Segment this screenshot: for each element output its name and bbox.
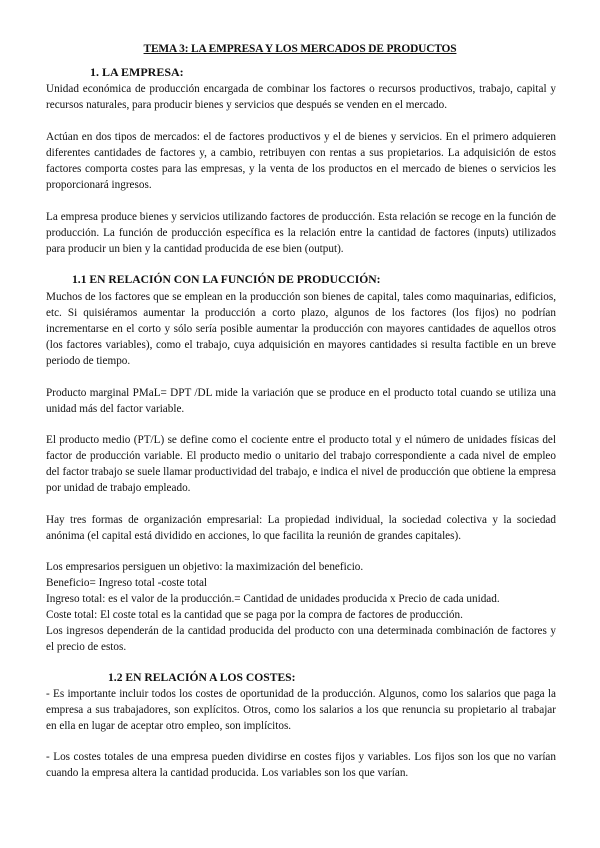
line-ingreso-total: Ingreso total: es el valor de la producción.= Cantidad de unidades producida x Precio de cada unidad. [46, 593, 500, 605]
paragraph-costes-fijos-variables: - Los costes totales de una empresa pueden dividirse en costes fijos y variables. Los fijos son los que no varían cuando la empresa altera la cantidad producida. Los variables son los que varían. [46, 751, 556, 779]
paragraph-funcion-produccion: La empresa produce bienes y servicios utilizando factores de producción. Esta relación se recoge en la función de producción. La función de producción específica es la relación entre la cantidad de factores (inputs) utilizados para producir un bien y la cantidad producida de ese bien (output). [46, 211, 556, 255]
page-title: TEMA 3: LA EMPRESA Y LOS MERCADOS DE PRODUCTOS [143, 43, 457, 55]
line-objetivo-empresarios: Los empresarios persiguen un objetivo: la maximización del beneficio. [46, 561, 364, 573]
paragraph-costes-oportunidad: - Es importante incluir todos los costes de oportunidad de la producción. Algunos, como los salarios que paga la empresa a sus trabajadores, son explícitos. Otros, como los salarios a los que renuncia su propietario al trabajar en ella en lugar de aceptar otro empleo, son implícitos. [46, 688, 556, 732]
section-heading-funcion-produccion: 1.1 EN RELACIÓN CON LA FUNCIÓN DE PRODUCCIÓN: [72, 273, 381, 286]
line-coste-total: Coste total: El coste total es la cantidad que se paga por la compra de factores de producción. [46, 609, 463, 621]
paragraph-producto-medio: El producto medio (PT/L) se define como el cociente entre el producto total y el número de unidades físicas del factor de producción variable. El producto medio o unitario del trabajo correspondiente a cada nivel de empleo del factor trabajo se suele llamar productividad del trabajo, e indica el nivel de producción que obtiene la empresa por unidad de trabajo empleado. [46, 434, 556, 494]
paragraph-producto-marginal: Producto marginal PMaL= DPT /DL mide la variación que se produce en el producto total cuando se utiliza una unidad más del factor variable. [46, 387, 556, 415]
paragraph-ingresos: Los ingresos dependerán de la cantidad producida del producto con una determinada combinación de factores y el precio de estos. [46, 625, 556, 653]
paragraph-definicion-empresa: Unidad económica de producción encargada de combinar los factores o recursos productivos, trabajo, capital y recursos naturales, para producir bienes y servicios que después se venden en el mercado. [46, 83, 556, 111]
line-beneficio: Beneficio= Ingreso total -coste total [46, 577, 208, 589]
section-heading-costes: 1.2 EN RELACIÓN A LOS COSTES: [108, 671, 296, 684]
paragraph-tipos-mercados: Actúan en dos tipos de mercados: el de factores productivos y el de bienes y servicios. En el primero adquieren diferentes cantidades de factores y, a cambio, retribuyen con rentas a sus propietarios. La adquisición de estos factores comporta costes para las empresas, y la venta de los productos en el mercado de bienes o servicios les proporcionará ingresos. [46, 131, 556, 191]
paragraph-factores-capital: Muchos de los factores que se emplean en la producción son bienes de capital, tales como maquinarias, edificios, etc. Si quisiéramos aumentar la producción a corto plazo, algunos de los factores (los fijos) no podrían incrementarse en el corto y sólo sería posible aumentar la producción con mayores cantidades de aquellos otros (los factores variables), como el trabajo, cuya adquisición en mayores cantidades si resulta factible en un breve periodo de tiempo. [46, 291, 556, 367]
paragraph-formas-organizacion: Hay tres formas de organización empresarial: La propiedad individual, la sociedad colectiva y la sociedad anónima (el capital está dividido en acciones, lo que facilita la reunión de grandes capitales). [46, 514, 556, 542]
section-heading-empresa: 1. LA EMPRESA: [90, 65, 184, 79]
